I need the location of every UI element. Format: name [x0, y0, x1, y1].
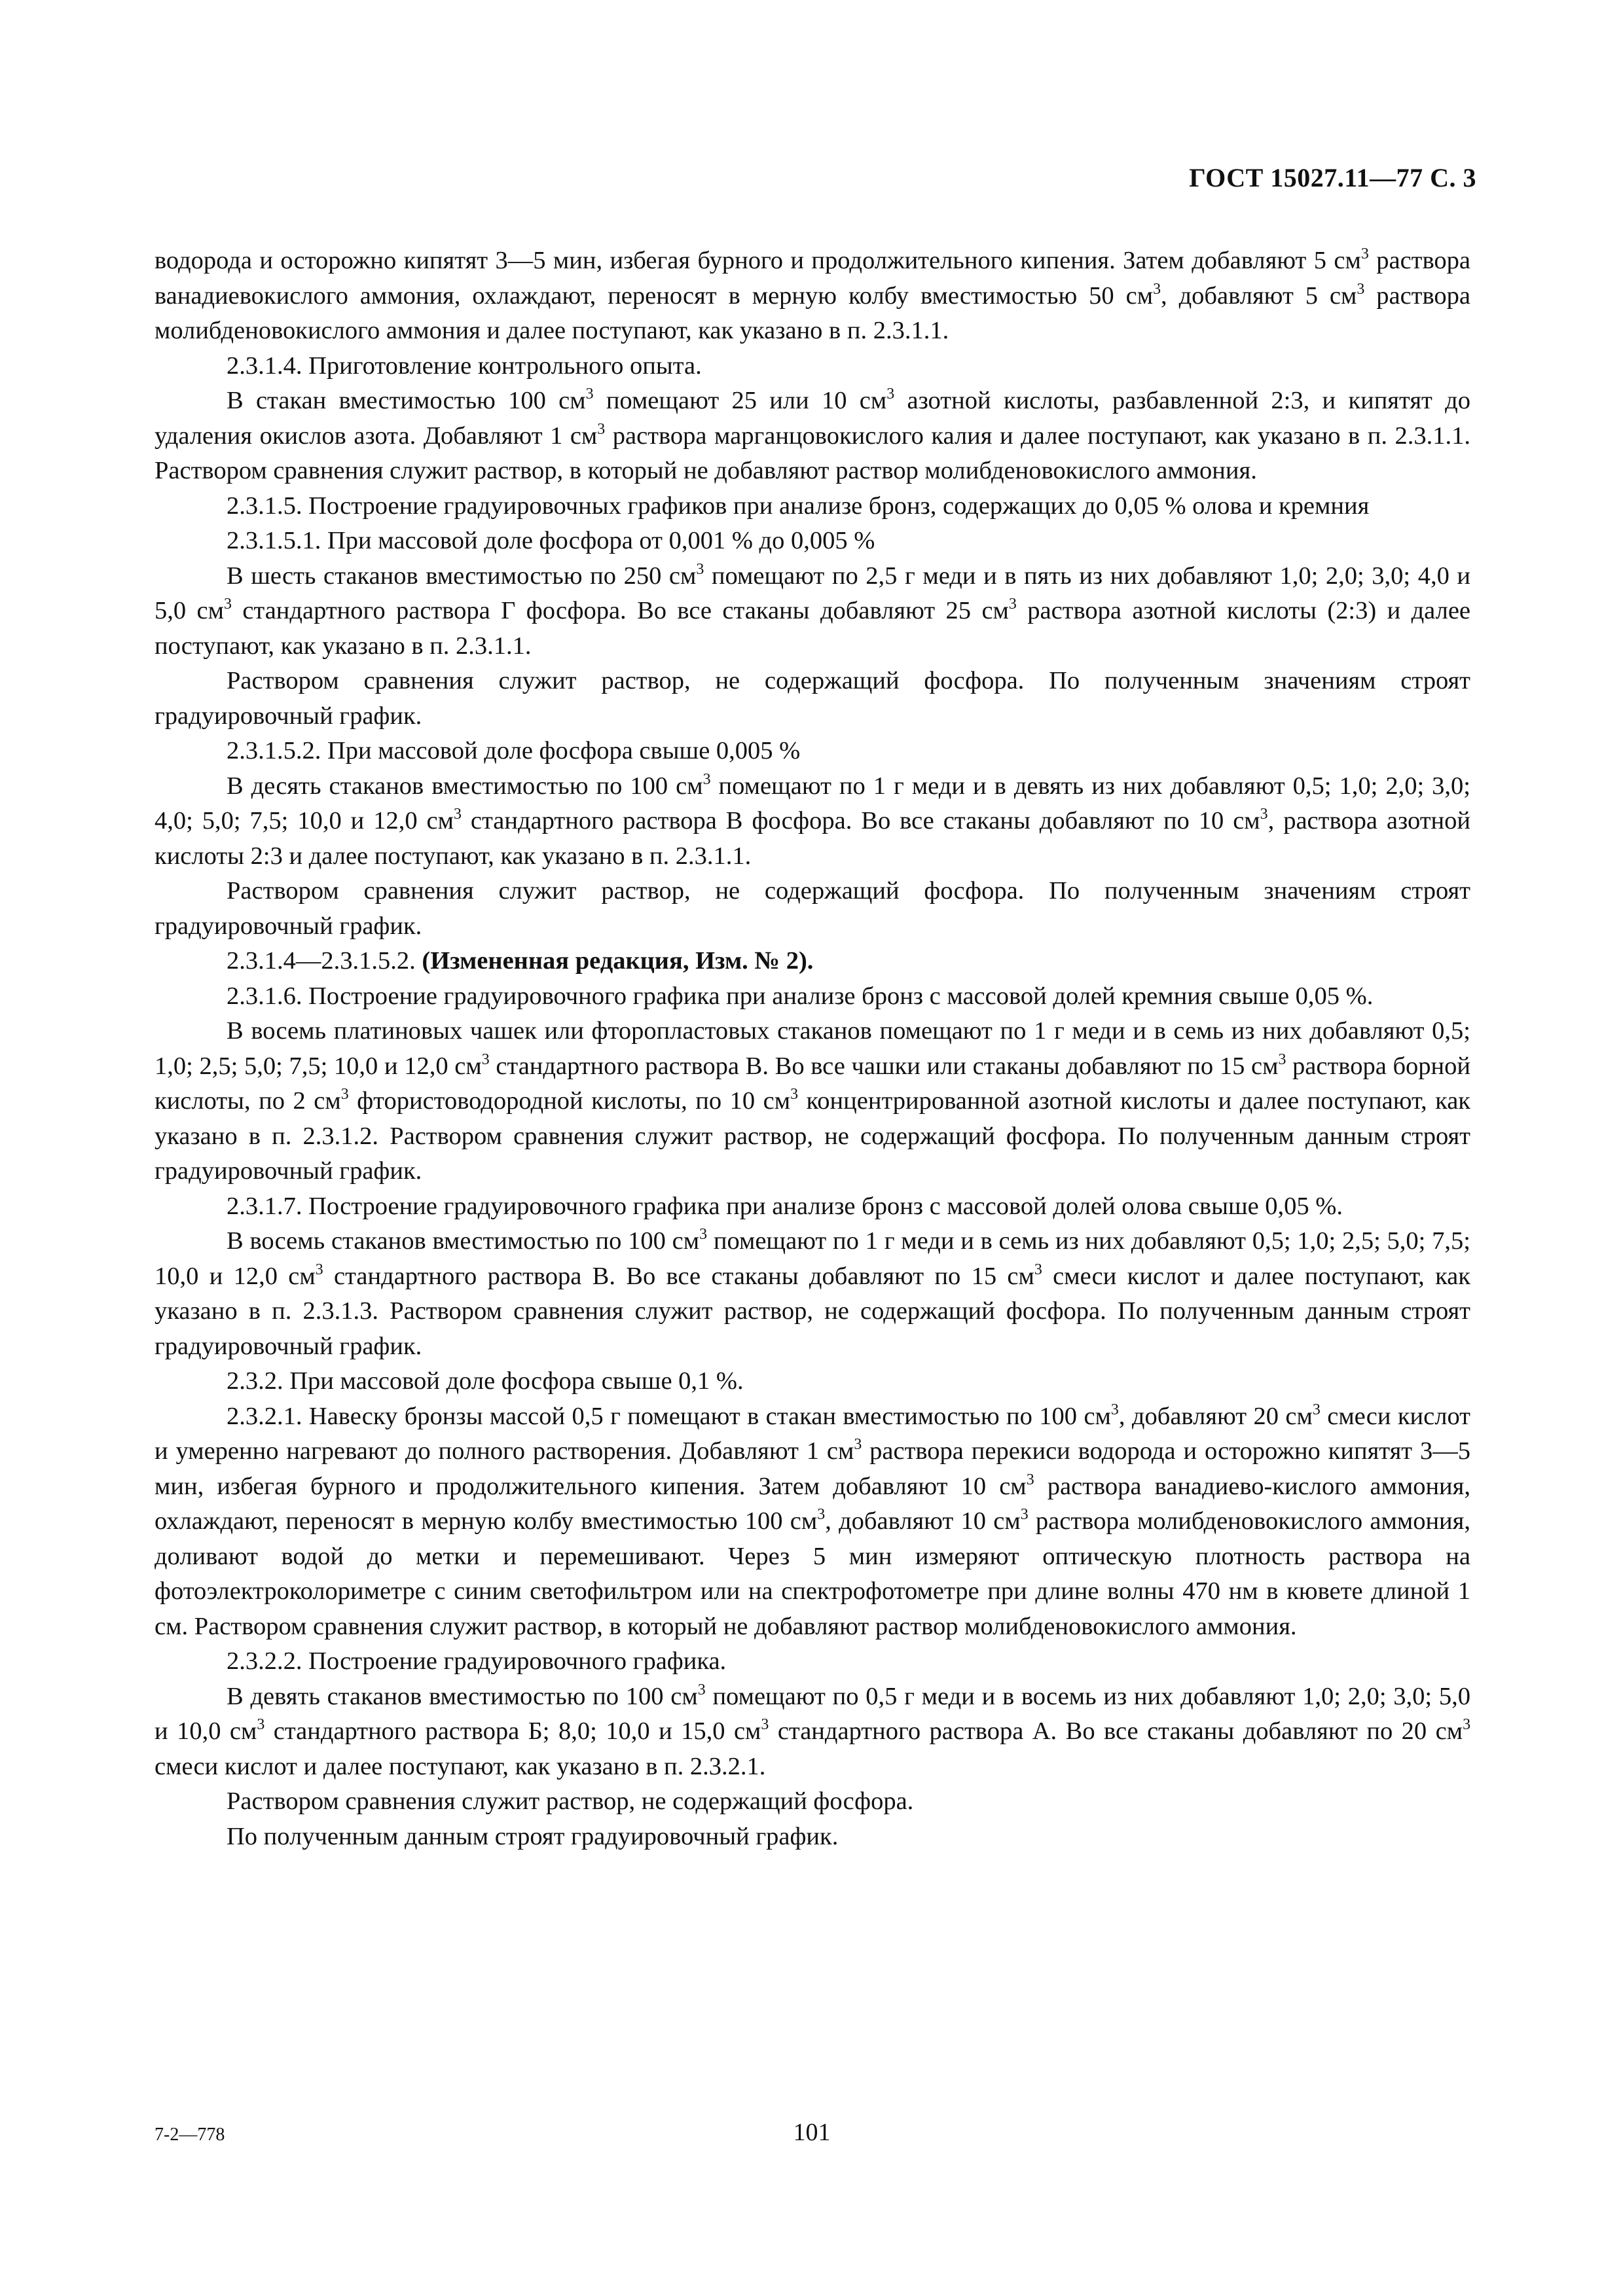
superscript: 3 — [1153, 280, 1161, 298]
paragraph — [155, 769, 1470, 874]
superscript: 3 — [886, 386, 895, 403]
document-body — [155, 243, 1470, 1854]
paragraph — [155, 489, 1470, 524]
superscript: 3 — [585, 386, 594, 403]
text-run: помещают по 1 г меди и в семь из них добавляют 0,5; 1,0; 2,5; 5,0; 7,5; 10,0 и 12,0 см — [155, 1227, 1470, 1290]
superscript: 3 — [1026, 1471, 1034, 1488]
text-run: 2.3.2.1. Навеску бронзы массой 0,5 г помещают в стакан вместимостью по 100 см — [227, 1402, 1111, 1430]
text-run: смеси кислот и далее поступают, как указано в п. 2.3.2.1. — [155, 1752, 766, 1780]
text-run: По полученным данным строят градуировочный график. — [227, 1822, 839, 1850]
paragraph — [155, 243, 1470, 349]
superscript: 3 — [257, 1716, 265, 1734]
text-run: стандартного раствора В. Во все чашки или стаканы добавляют по 15 см — [489, 1052, 1279, 1080]
text-run: В восемь платиновых чашек или фторопластовых стаканов помещают по 1 г меди и в семь из них добавляют 0,5; 1,0; 2,5; 5,0; 7,5; 10,0 и 12,0 см — [155, 1017, 1470, 1080]
paragraph — [155, 524, 1470, 559]
text-run: 2.3.1.6. Построение градуировочного графика при анализе бронз с массовой долей кремния свыше 0,05 %. — [227, 982, 1374, 1010]
superscript: 3 — [481, 1050, 490, 1068]
text-run: В девять стаканов вместимостью по 100 см — [227, 1682, 698, 1710]
superscript: 3 — [854, 1436, 862, 1454]
superscript: 3 — [454, 806, 462, 823]
text-run: 2.3.2.2. Построение градуировочного графика. — [227, 1647, 727, 1675]
text-run: , раствора азотной кислоты 2:3 и далее поступают, как указано в п. 2.3.1.1. — [155, 807, 1470, 870]
paragraph — [155, 1784, 1470, 1820]
text-run: 2.3.1.5.2. При массовой доле фосфора свыше 0,005 % — [227, 737, 801, 764]
paragraph — [155, 979, 1470, 1014]
text-run: В стакан вместимостью 100 см — [227, 387, 586, 414]
paragraph — [155, 1364, 1470, 1399]
superscript: 3 — [340, 1086, 349, 1103]
paragraph — [155, 1189, 1470, 1225]
print-code: 7-2—778 — [155, 2125, 225, 2145]
text-run: В десять стаканов вместимостью по 100 см — [227, 772, 703, 800]
text-run: раствора борной кислоты, по 2 см — [155, 1052, 1470, 1115]
text-run: 2.3.1.4—2.3.1.5.2. — [227, 947, 422, 975]
text-run: , добавляют 5 см — [1161, 281, 1357, 310]
text-run: раствора азотной кислоты (2:3) и далее поступают, как указано в п. 2.3.1.1. — [155, 597, 1470, 660]
text-run: фтористоводородной кислоты, по 10 см — [348, 1087, 791, 1115]
superscript: 3 — [696, 560, 704, 578]
text-run: раствора ванадиево-кислого аммония, охлаждают, переносят в мерную колбу вместимостью 100 см — [155, 1472, 1470, 1535]
text-run: 2.3.1.5.1. При массовой доле фосфора от 0,001 % до 0,005 % — [227, 527, 875, 554]
text-run: помещают по 0,5 г меди и в восемь из них добавляют 1,0; 2,0; 3,0; 5,0 и 10,0 см — [155, 1682, 1471, 1745]
superscript: 3 — [1110, 1401, 1119, 1418]
superscript: 3 — [1260, 806, 1268, 823]
text-run: 2.3.1.4. Приготовление контрольного опыта. — [227, 351, 702, 380]
text-run: 2.3.2. При массовой доле фосфора свыше 0,1 %. — [227, 1367, 744, 1395]
text-run: смеси кислот и умеренно нагревают до полного растворения. Добавляют 1 см — [155, 1402, 1471, 1465]
paragraph — [155, 664, 1470, 734]
text-run: раствора молибденовокислого аммония, доливают водой до метки и перемешивают. Через 5 мин измеряют оптическую плотность раствора на фотоэлектроколориметре с синим светофильтром или на спектрофотометре при длине волны 470 нм в кювете длиной 1 см. Раствором сравнения служит раствор, в который не добавляют раствор молибденовокислого аммония. — [155, 1507, 1470, 1640]
paragraph — [155, 734, 1470, 769]
superscript: 3 — [315, 1261, 323, 1278]
paragraph — [155, 559, 1470, 664]
superscript: 3 — [223, 596, 232, 613]
paragraph — [155, 874, 1470, 944]
text-run: стандартного раствора В фосфора. Во все стаканы добавляют по 10 см — [461, 807, 1260, 834]
superscript: 3 — [597, 420, 606, 438]
superscript: 3 — [1360, 245, 1369, 263]
text-run: 2.3.1.7. Построение градуировочного графика при анализе бронз с массовой долей олова свыше 0,05 %. — [227, 1192, 1343, 1220]
text-run: стандартного раствора В. Во все стаканы добавляют по 15 см — [323, 1262, 1034, 1290]
text-run: водорода и осторожно кипятят 3—5 мин, избегая бурного и продолжительного кипения. Затем добавляют 5 см — [155, 247, 1361, 274]
text-run: В восемь стаканов вместимостью по 100 см — [227, 1227, 700, 1255]
paragraph — [155, 1399, 1470, 1645]
superscript: 3 — [817, 1506, 826, 1524]
text-run: раствора марганцовокислого калия и далее поступают, как указано в п. 2.3.1.1. Раствором сравнения служит раствор, в который не добавляют раствор молибденовокислого аммония. — [155, 422, 1470, 484]
paragraph — [155, 384, 1470, 489]
superscript: 3 — [1278, 1050, 1286, 1068]
text-run: помещают 25 или 10 см — [593, 387, 887, 414]
superscript: 3 — [702, 770, 711, 788]
text-run: помещают по 2,5 г меди и в пять из них добавляют 1,0; 2,0; 3,0; 4,0 и 5,0 см — [155, 562, 1470, 624]
superscript: 3 — [1312, 1401, 1321, 1418]
superscript: 3 — [699, 1226, 708, 1244]
text-run: раствора перекиси водорода и осторожно кипятят 3—5 мин, избегая бурного и продолжительного кипения. Затем добавляют 10 см — [155, 1437, 1470, 1500]
superscript: 3 — [1008, 596, 1017, 613]
text-run: стандартного раствора Б; 8,0; 10,0 и 15,0 см — [264, 1717, 761, 1745]
text-run: раствора ванадиевокислого аммония, охлаждают, переносят в мерную колбу вместимостью 50 см — [155, 247, 1470, 310]
page-number: 101 — [793, 2119, 831, 2146]
text-run: , добавляют 20 см — [1118, 1402, 1313, 1430]
text-run: Раствором сравнения служит раствор, не содержащий фосфора. По полученным значениям строят градуировочный график. — [155, 877, 1470, 940]
paragraph — [155, 1820, 1470, 1855]
superscript: 3 — [1463, 1716, 1470, 1734]
text-run: стандартного раствора А. Во все стаканы добавляют по 20 см — [769, 1717, 1463, 1745]
text-run: стандартного раствора Г фосфора. Во все стаканы добавляют 25 см — [231, 597, 1009, 624]
paragraph — [155, 1224, 1470, 1364]
superscript: 3 — [1357, 280, 1365, 298]
text-run: Раствором сравнения служит раствор, не содержащий фосфора. По полученным значениям строят градуировочный график. — [155, 667, 1470, 730]
text-run: В шесть стаканов вместимостью по 250 см — [227, 562, 697, 590]
bold-text: (Измененная редакция, Изм. № 2). — [422, 947, 814, 975]
superscript: 3 — [1034, 1261, 1042, 1278]
text-run: , добавляют 10 см — [825, 1507, 1021, 1535]
text-run: раствора молибденовокислого аммония и далее поступают, как указано в п. 2.3.1.1. — [155, 281, 1470, 344]
paragraph — [155, 349, 1470, 384]
text-run: 2.3.1.5. Построение градуировочных графиков при анализе бронз, содержащих до 0,05 % олова и кремния — [227, 492, 1370, 520]
text-run: концентрированной азотной кислоты и далее поступают, как указано в п. 2.3.1.2. Раствором сравнения служит раствор, не содержащий фосфора. По полученным данным строят градуировочный график. — [155, 1087, 1471, 1185]
text-run: помещают по 1 г меди и в девять из них добавляют 0,5; 1,0; 2,0; 3,0; 4,0; 5,0; 7,5; 10,0 и 12,0 см — [155, 772, 1470, 834]
paragraph — [155, 1644, 1470, 1679]
superscript: 3 — [790, 1086, 799, 1103]
running-header: ГОСТ 15027.11—77 С. 3 — [1189, 163, 1476, 192]
superscript: 3 — [697, 1681, 706, 1698]
text-run: смеси кислот и далее поступают, как указано в п. 2.3.1.3. Раствором сравнения служит раствор, не содержащий фосфора. По полученным данным строят градуировочный график. — [155, 1262, 1470, 1360]
text-run: азотной кислоты, разбавленной 2:3, и кипятят до удаления окислов азота. Добавляют 1 см — [155, 387, 1470, 450]
superscript: 3 — [761, 1716, 769, 1734]
superscript: 3 — [1020, 1506, 1029, 1524]
paragraph — [155, 944, 1470, 979]
paragraph — [155, 1679, 1470, 1785]
text-run: Раствором сравнения служит раствор, не содержащий фосфора. — [227, 1787, 914, 1815]
paragraph — [155, 1014, 1470, 1189]
